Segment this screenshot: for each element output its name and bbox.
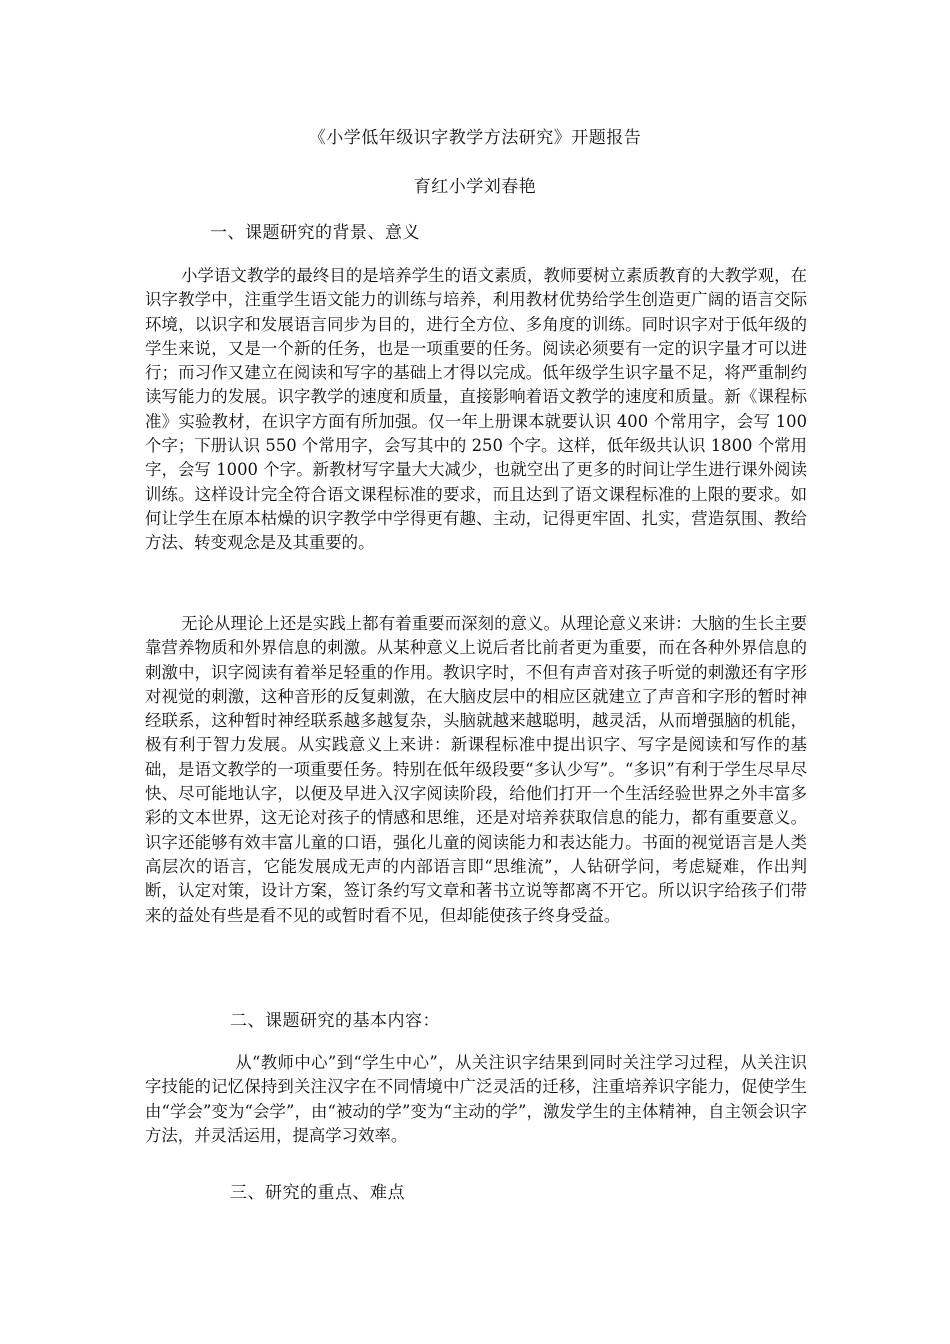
paragraph-significance: 无论从理论上还是实践上都有着重要而深刻的意义。从理论意义来讲：大脑的生长主要靠营养物质和外界信息的刺激。从某种意义上说后者比前者更为重要，而在各种外界信息的刺激中，识字阅读有着举足轻重的作用。教识字时，不但有声音对孩子听觉的刺激还有字形对视觉的刺激，这种音形的反复刺激，在大脑皮层中的相应区就建立了声音和字形的暂时神经联系，这种暂时神经联系越多越复杂，头脑就越来越聪明，越灵活，从而增强脑的机能，极有利于智力发展。从实践意义上来讲：新课程标准中提出识字、写字是阅读和写作的基础，是语文教学的一项重要任务。特别在低年级段要“多认少写”。“多识”有利于学生尽早尽快、尽可能地认字，以便及早进入汉字阅读阶段，给他们打开一个生活经验世界之外丰富多彩的文本世界，这无论对孩子的情感和思维，还是对培养获取信息的能力，都有重要意义。识字还能够有效丰富儿童的口语，强化儿童的阅读能力和表达能力。书面的视觉语言是人类高层次的语言，它能发展成无声的内部语言即“思维流”，人钻研学问，考虑疑难，作出判断，认定对策，设计方案，签订条约写文章和著书立说等都离不开它。所以识字给孩子们带来的益处有些是看不见的或暂时看不见，但却能使孩子终身受益。 (145, 614, 807, 925)
document-author: 育红小学刘春艳 (413, 177, 537, 197)
section-heading-background: 一、课题研究的背景、意义 (210, 223, 420, 243)
paragraph-background: 小学语文教学的最终目的是培养学生的语文素质，教师要树立素质教育的大教学观，在识字教学中，注重学生语文能力的训练与培养，利用教材优势给学生创造更广阔的语言交际环境，以识字和发展语言同步为目的，进行全方位、多角度的训练。同时识字对于低年级的学生来说，又是一个新的任务，也是一项重要的任务。阅读必须要有一定的识字量才可以进行；而习作又建立在阅读和写字的基础上才得以完成。低年级学生识字量不足，将严重制约读写能力的发展。识字教学的速度和质量，直接影响着语文教学的速度和质量。新《课程标准》实验教材，在识字方面有所加强。仅一年上册课本就要认识 400 个常用字，会写 100 个字；下册认识 550 个常用字，会写其中的 250 个字。这样，低年级共认识 1800 个常用字，会写 1000 个字。新教材写字量大大减少，也就空出了更多的时间让学生进行课外阅读训练。这样设计完全符合语文课程标准的要求，而且达到了语文课程标准的上限的要求。如何让学生在原本枯燥的识字教学中学得更有趣、主动，记得更牢固、扎实，营造氛围、教给方法、转变观念是及其重要的。 (145, 266, 807, 553)
section-heading-key-points: 三、研究的重点、难点 (230, 1183, 405, 1203)
paragraph-content: 从“教师中心”到“学生中心”，从关注识字结果到同时关注学习过程，从关注识字技能的记忆保持到关注汉字在不同情境中广泛灵活的迁移，注重培养识字能力，促使学生由“学会”变为“会学”，由“被动的学”变为“主动的学”，激发学生的主体精神，自主领会识字方法，并灵活运用，提高学习效率。 (145, 1053, 807, 1145)
document-title: 《小学低年级识字教学方法研究》开题报告 (308, 128, 642, 148)
section-heading-content: 二、课题研究的基本内容： (230, 1011, 440, 1031)
